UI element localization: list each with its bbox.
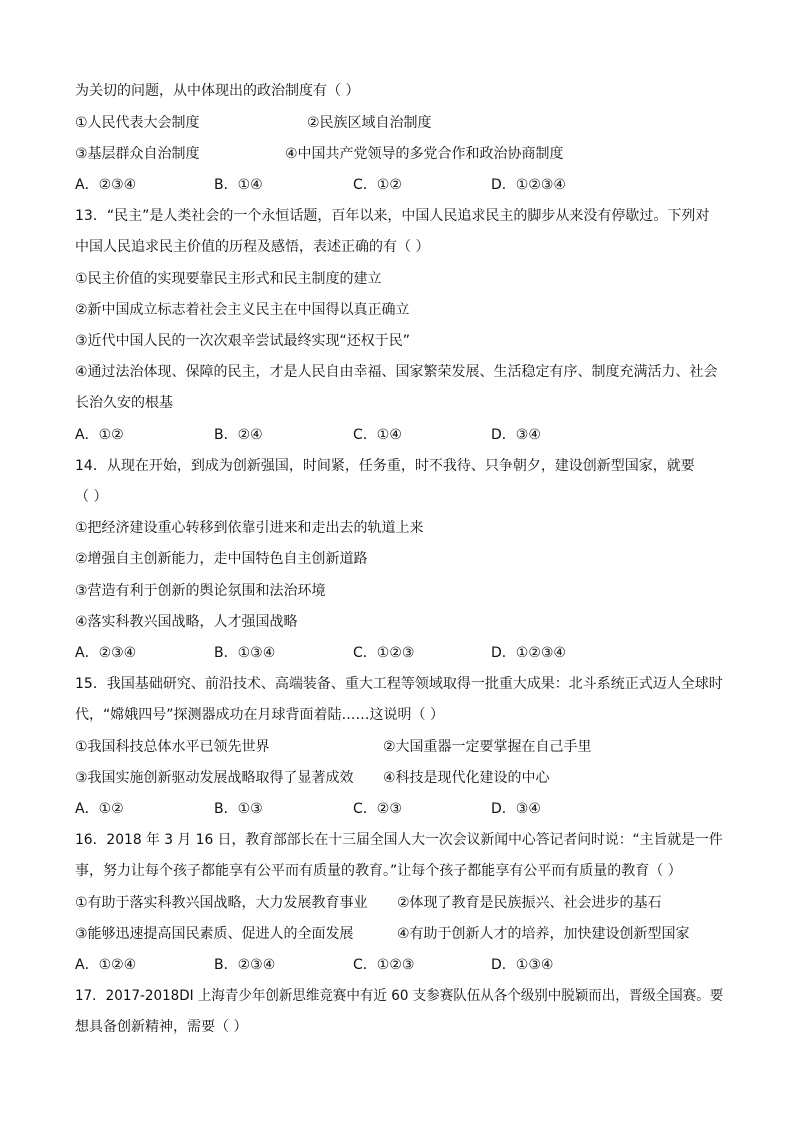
- q12-items-row-2: [75, 144, 735, 164]
- q13-option-c[interactable]: C．①④: [353, 427, 402, 443]
- q15-option-c[interactable]: C．②③: [353, 801, 402, 817]
- q15-stem-line-2: 代，“嫦娥四号”探测器成功在月球背面着陆……这说明（ ）: [75, 707, 444, 723]
- q13-option-d[interactable]: D．③④: [491, 427, 541, 443]
- q16-item-3: ③能够迅速提高国民素质、促进人的全面发展: [75, 926, 354, 942]
- q17-stem-line-1: 17．2017-2018DI 上海青少年创新思维竞赛中有近 60 支参赛队伍从各个级别中脱颖而出，晋级全国赛。要: [75, 988, 724, 1004]
- q16-option-b[interactable]: B．②③④: [214, 957, 276, 973]
- q13-stem-line-2: 中国人民追求民主价值的历程及感悟，表述正确的有（ ）: [75, 239, 430, 255]
- q16-stem-line-1: 16．2018 年 3 月 16 日，教育部部长在十三届全国人大一次会议新闻中心答记者问时说：“主旨就是一件: [75, 832, 723, 848]
- q12-option-a[interactable]: A．②③④: [75, 177, 137, 193]
- q16-items-row-2: [75, 924, 735, 944]
- q13-item-1: ①民主价值的实现要靠民主形式和民主制度的建立: [75, 271, 382, 287]
- q15-option-a[interactable]: A．①②: [75, 801, 124, 817]
- q15-option-b[interactable]: B．①③: [214, 801, 263, 817]
- q13-item-3: ③近代中国人民的一次次艰辛尝试最终实现“还权于民”: [75, 333, 411, 349]
- q15-stem-line-1: 15．我国基础研究、前沿技术、高端装备、重大工程等领域取得一批重大成果：北斗系统正式迈人全球时: [75, 676, 723, 692]
- q15-option-d[interactable]: D．③④: [491, 801, 541, 817]
- q12-option-c[interactable]: C．①②: [353, 177, 402, 193]
- q16-items-row-1: [75, 893, 735, 913]
- q12-item-4: ④中国共产党领导的多党合作和政治协商制度: [285, 146, 564, 162]
- q16-options: [75, 955, 735, 975]
- q14-options: [75, 643, 735, 663]
- q15-options: [75, 799, 735, 819]
- q12-item-3: ③基层群众自治制度: [75, 146, 200, 162]
- q12-options: [75, 175, 735, 195]
- q14-item-1: ①把经济建设重心转移到依靠引进来和走出去的轨道上来: [75, 520, 424, 536]
- q14-stem-line-1: 14．从现在开始，到成为创新强国，时间紧，任务重，时不我待、只争朝夕，建设创新型国家，就要: [75, 458, 695, 474]
- q16-stem-line-2: 事，努力让每个孩子都能享有公平而有质量的教育。”让每个孩子都能享有公平而有质量的教育（ ）: [75, 863, 682, 879]
- q16-option-c[interactable]: C．①②③: [353, 957, 415, 973]
- q14-option-c[interactable]: C．①②③: [353, 645, 415, 661]
- q16-item-4: ④有助于创新人才的培养，加快建设创新型国家: [397, 926, 690, 942]
- q13-item-4: ④通过法治体现、保障的民主，才是人民自由幸福、国家繁荣发展、生活稳定有序、制度充满活力、社会: [75, 364, 718, 380]
- q16-item-1: ①有助于落实科教兴国战略，大力发展教育事业: [75, 895, 368, 911]
- q13-options: [75, 425, 735, 445]
- q14-item-2: ②增强自主创新能力，走中国特色自主创新道路: [75, 551, 368, 567]
- q13-option-b[interactable]: B．②④: [214, 427, 263, 443]
- q13-stem-line-1: 13．“民主”是人类社会的一个永恒话题，百年以来，中国人民追求民主的脚步从来没有停歇过。下列对: [75, 208, 710, 224]
- q12-option-b[interactable]: B．①④: [214, 177, 263, 193]
- q17-stem-line-2: 想具备创新精神，需要（ ）: [75, 1019, 248, 1035]
- q14-item-3: ③营造有利于创新的舆论氛围和法治环境: [75, 583, 326, 599]
- q12-option-d[interactable]: D．①②③④: [491, 177, 566, 193]
- q15-items-row-1: [75, 737, 735, 757]
- q12-item-1: ①人民代表大会制度: [75, 115, 200, 131]
- q13-option-a[interactable]: A．①②: [75, 427, 124, 443]
- q15-items-row-2: [75, 768, 735, 788]
- q13-item-4-continued: 长治久安的根基: [75, 395, 173, 411]
- q12-items-row-1: [75, 113, 735, 133]
- q14-item-4: ④落实科教兴国战略，人才强国战略: [75, 614, 298, 630]
- q12-stem-tail: 为关切的问题，从中体现出的政治制度有（ ）: [75, 83, 360, 99]
- q12-item-2: ②民族区域自治制度: [307, 115, 432, 131]
- q14-option-d[interactable]: D．①②③④: [491, 645, 566, 661]
- q14-option-b[interactable]: B．①③④: [214, 645, 276, 661]
- q14-stem-line-2: （ ）: [75, 489, 108, 505]
- q16-option-d[interactable]: D．①③④: [491, 957, 554, 973]
- q16-item-2: ②体现了教育是民族振兴、社会进步的基石: [397, 895, 662, 911]
- q15-item-2: ②大国重器一定要掌握在自己手里: [383, 739, 592, 755]
- q15-item-3: ③我国实施创新驱动发展战略取得了显著成效: [75, 770, 354, 786]
- q14-option-a[interactable]: A．②③④: [75, 645, 137, 661]
- q16-option-a[interactable]: A．①②④: [75, 957, 137, 973]
- q15-item-4: ④科技是现代化建设的中心: [383, 770, 550, 786]
- q13-item-2: ②新中国成立标志着社会主义民主在中国得以真正确立: [75, 302, 410, 318]
- q15-item-1: ①我国科技总体水平已领先世界: [75, 739, 270, 755]
